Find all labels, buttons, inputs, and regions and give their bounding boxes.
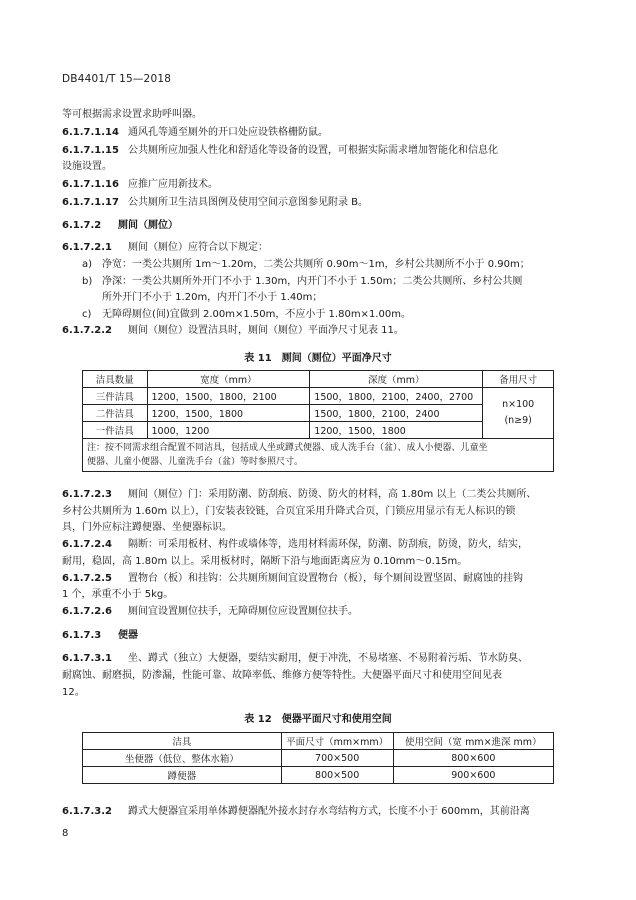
clause-number: 6.1.7.3.2 (62, 806, 112, 817)
clause-6-1-7-2-4 (62, 538, 528, 551)
clause-text: 坐、蹲式（独立）大便器，要结实耐用，便于冲洗，不易堵塞、不易附着污垢、节水防臭、 (128, 653, 528, 664)
table-note (83, 439, 554, 472)
table-row (83, 767, 554, 784)
clause-text: 蹲式大便器宜采用单体蹲便器配外接水封存水弯结构方式，长度不小于 600mm，其前沿离 (128, 806, 530, 817)
section-title: 便器 (118, 630, 138, 641)
clause-text: 置物台（板）和挂钩：公共厕所厕间宜设置物台（板），每个厕间设置坚固、耐腐蚀的挂钩 (128, 573, 523, 584)
clause-6-1-7-2-3 (62, 488, 536, 501)
clause-text: 通风孔等通至厕外的开口处应设铁格栅防鼠。 (128, 127, 328, 138)
table-cell: 二件洁具 (83, 405, 148, 422)
section-number: 6.1.7.2 (62, 220, 102, 231)
page-number: 8 (62, 828, 69, 839)
table-note-line: 注：按不同需求组合配置不同洁具，包括成人坐或蹲式便器、成人洗手台（盆）、成人小便器、儿童坐 (87, 443, 488, 453)
clause-number: 6.1.7.2.2 (62, 325, 112, 336)
text-line: 1 个，承重不小于 5kg。 (62, 589, 174, 600)
clause-text: 公共厕所应加强人性化和舒适化等设备的设置，可根据实际需求增加智能化和信息化 (128, 145, 498, 156)
clause-text: 公共厕所卫生洁具图例及使用空间示意图参见附录 B。 (128, 197, 369, 208)
table-header-cell: 洁具 (83, 733, 282, 750)
clause-number: 6.1.7.1.14 (62, 127, 119, 138)
table-11 (82, 370, 554, 472)
table-12-caption: 表 12 便器平面尺寸和使用空间 (244, 714, 392, 725)
clause-text: 隔断：可采用板材、构件或墙体等，选用材料需环保，防潮、防刮痕，防烫，防火，结实， (128, 539, 528, 550)
text-line: 耐用，稳固，高 1.80m 以上。采用板材时，隔断下沿与地面距离应为 0.10mm～0.15m。 (62, 556, 468, 567)
clause-number: 6.1.7.2.1 (62, 242, 112, 253)
clause-6-1-7-1-16 (62, 178, 218, 191)
table-12 (82, 732, 554, 784)
table-header-cell: 宽度（mm） (147, 371, 310, 388)
clause-number: 6.1.7.2.5 (62, 573, 112, 584)
list-text: 无障碍厕位(间)宜做到 2.00m×1.50m，不应小于 1.80m×1.00m。 (102, 309, 411, 320)
text-line: 耐腐蚀、耐磨损，防渗漏，性能可靠、故障率低、维修方便等特性。大便器平面尺寸和使用空间见表 (62, 670, 502, 681)
clause-6-1-7-1-14 (62, 126, 328, 139)
text-line: 乡村公共厕所为 1.60m 以上），门安装表铰链，合页宜采用升降式合页，门锁应用显示有无人标识的锁 (62, 506, 516, 517)
table-header-cell: 平面尺寸（mm×mm） (281, 733, 393, 750)
clause-number: 6.1.7.2.6 (62, 606, 112, 617)
table-header-cell: 深度（mm） (310, 371, 483, 388)
clause-number: 6.1.7.3.1 (62, 653, 112, 664)
table-cell: 800×500 (281, 767, 393, 784)
clause-number: 6.1.7.1.15 (62, 145, 119, 156)
section-number: 6.1.7.3 (62, 630, 102, 641)
section-title: 厕间（厕位） (118, 220, 178, 231)
clause-6-1-7-3-1 (62, 652, 528, 665)
table-cell: 三件洁具 (83, 388, 148, 405)
table-header-cell: 备用尺寸 (483, 371, 554, 388)
list-text: 净宽：一类公共厕所 1m～1.20m，二类公共厕所 0.90m～1m，乡村公共厕所不小于 0.90m； (102, 259, 530, 270)
table-cell: 1200，1500，1800 (310, 422, 483, 439)
table-cell: 900×600 (393, 767, 553, 784)
table-row (83, 750, 554, 767)
clause-6-1-7-2-6 (62, 605, 358, 618)
list-marker: b) (82, 276, 93, 287)
table-header-cell: 使用空间（宽 mm×進深 mm） (393, 733, 553, 750)
clause-6-1-7-1-15 (62, 144, 498, 157)
text-line: 等可根据需求设置求助呼叫器。 (62, 109, 202, 120)
spare-size-condition: (n≥9) (504, 415, 532, 426)
table-cell: 700×500 (281, 750, 393, 767)
table-cell: 蹲便器 (83, 767, 282, 784)
table-note-row (83, 439, 554, 472)
clause-text: 厕间（厕位）门：采用防潮、防刮痕、防烫、防火的材料，高 1.80m 以上（二类公共厕所、 (128, 489, 537, 500)
clause-number: 6.1.7.1.16 (62, 179, 119, 190)
spare-size-cell (483, 388, 554, 439)
clause-text: 厕间宜设置厕位扶手，无障碍厕位应设置厕位扶手。 (128, 606, 358, 617)
clause-text: 厕间（厕位）应符合以下规定： (128, 242, 268, 253)
table-cell: 1500，1800，2100，2400，2700 (310, 388, 483, 405)
table-cell: 1200，1500，1800 (147, 405, 310, 422)
clause-number: 6.1.7.1.17 (62, 197, 119, 208)
list-marker: a) (82, 259, 93, 270)
table-cell: 1200，1500，1800，2100 (147, 388, 310, 405)
section-heading-6-1-7-2 (62, 219, 178, 232)
clause-number: 6.1.7.2.3 (62, 489, 112, 500)
list-item-b-cont: 所外开门不小于 1.20m，内开门不小于 1.40m； (102, 292, 323, 303)
table-cell: 1500，1800，2100，2400 (310, 405, 483, 422)
list-item-a (82, 258, 530, 271)
clause-6-1-7-1-17 (62, 196, 368, 209)
clause-text: 厕间（厕位）设置洁具时，厕间（厕位）平面净尺寸见表 11。 (128, 325, 404, 336)
text-line: 设施设置。 (62, 161, 112, 172)
list-marker: c) (82, 309, 92, 320)
list-item-c (82, 308, 411, 321)
text-line: 12。 (62, 687, 85, 698)
clause-text: 应推广应用新技术。 (128, 179, 218, 190)
table-note-line: 便器、儿童小便器、儿童洗手台（盆）等时参照尺寸。 (87, 457, 304, 467)
table-cell: 800×600 (393, 750, 553, 767)
clause-6-1-7-2-2 (62, 324, 404, 337)
table-11-caption: 表 11 厕间（厕位）平面净尺寸 (244, 353, 392, 364)
table-header-cell: 洁具数量 (83, 371, 148, 388)
spare-size-value: n×100 (502, 399, 535, 410)
table-cell: 一件洁具 (83, 422, 148, 439)
clause-6-1-7-2-1 (62, 241, 268, 254)
text-line: 具，门外应标注蹲便器、坐便器标识。 (62, 522, 232, 533)
list-item-b (82, 275, 522, 288)
section-heading-6-1-7-3 (62, 629, 138, 642)
table-cell: 坐便器（低位、整体水箱） (83, 750, 282, 767)
table-row (83, 388, 554, 405)
table-cell: 1000，1200 (147, 422, 310, 439)
clause-6-1-7-3-2 (62, 805, 530, 818)
clause-number: 6.1.7.2.4 (62, 539, 112, 550)
clause-6-1-7-2-5 (62, 572, 523, 585)
list-text: 净深：一类公共厕所外开门不小于 1.30m，内开门不小于 1.50m；二类公共厕所、乡村公共厕 (102, 276, 523, 287)
document-id: DB4401/T 15—2018 (62, 73, 172, 85)
